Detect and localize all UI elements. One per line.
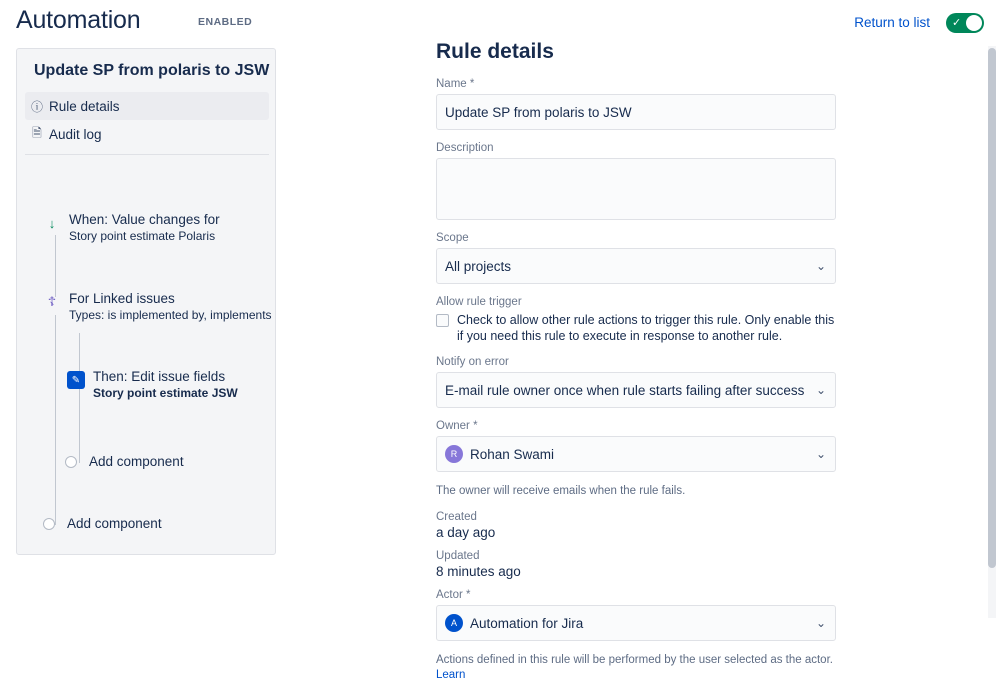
return-to-list-link[interactable]: Return to list — [854, 15, 930, 30]
rule-node-subtitle: Types: is implemented by, implements — [69, 308, 272, 322]
page-scrollbar-thumb[interactable] — [988, 48, 996, 568]
required-marker: * — [473, 420, 478, 432]
updated-value: 8 minutes ago — [436, 564, 521, 579]
trigger-icon: ↓ — [48, 215, 56, 231]
created-value: a day ago — [436, 525, 496, 540]
owner-field-label — [436, 420, 836, 432]
actor-field-label — [436, 589, 836, 601]
sidebar-item-rule-details[interactable] — [25, 92, 269, 120]
allow-rule-trigger-text: Check to allow other rule actions to trigger this rule. Only enable this if you need this rule to execute in response to another rule. — [457, 313, 835, 343]
name-field-label — [436, 78, 836, 90]
sidebar-divider — [25, 154, 269, 155]
plus-circle-icon — [65, 456, 77, 468]
name-label-text: Name — [436, 78, 467, 90]
owner-select-value: Rohan Swami — [470, 446, 555, 462]
add-component-label: Add component — [67, 516, 162, 531]
name-input-value: Update SP from polaris to JSW — [445, 104, 632, 120]
notify-on-error-select[interactable] — [436, 372, 836, 408]
rule-node-then[interactable] — [67, 369, 277, 400]
info-icon: ⓘ — [30, 99, 43, 114]
add-component-label: Add component — [89, 454, 184, 469]
plus-circle-icon — [43, 518, 55, 530]
toggle-knob — [966, 15, 982, 31]
rule-name-heading: Update SP from polaris to JSW — [34, 62, 270, 79]
rule-node-for[interactable] — [43, 291, 273, 322]
chevron-down-icon: ⌄ — [815, 447, 826, 461]
owner-label-text: Owner — [436, 420, 470, 432]
log-icon: 🗎 — [32, 125, 42, 140]
add-component-outer-button[interactable] — [43, 516, 162, 531]
branch-icon: ☦ — [47, 294, 57, 309]
sidebar-item-label: Audit log — [49, 126, 102, 142]
notify-on-error-value: E-mail rule owner once when rule starts failing after success — [445, 382, 805, 398]
rule-builder-panel — [16, 48, 276, 555]
avatar: A — [445, 614, 463, 632]
updated-label: Updated — [436, 550, 480, 562]
scope-select-value: All projects — [445, 258, 512, 274]
chevron-down-icon: ⌄ — [815, 616, 826, 630]
actor-helper-sentence: Actions defined in this rule will be performed by the user selected as the actor. — [436, 654, 833, 666]
rule-node-title: Then: Edit issue fields — [93, 369, 226, 384]
owner-helper-text: The owner will receive emails when the rule fails. — [436, 485, 686, 497]
page-title: Automation — [16, 6, 141, 34]
rule-node-title: When: Value changes for — [69, 212, 220, 227]
add-component-inner-button[interactable] — [65, 454, 184, 469]
created-label: Created — [436, 511, 477, 523]
actor-select-value: Automation for Jira — [470, 615, 584, 631]
scope-select[interactable] — [436, 248, 836, 284]
allow-rule-trigger-label: Allow rule trigger — [436, 296, 522, 308]
tree-connector — [55, 315, 56, 525]
check-icon: ✓ — [952, 17, 962, 29]
avatar: R — [445, 445, 463, 463]
allow-rule-trigger-checkbox[interactable] — [436, 314, 449, 327]
status-badge: ENABLED — [198, 16, 253, 28]
description-field-label: Description — [436, 142, 494, 154]
pencil-icon: ✎ — [67, 371, 85, 389]
rule-node-when[interactable] — [43, 212, 273, 243]
rule-details-heading: Rule details — [436, 40, 554, 63]
notify-on-error-label: Notify on error — [436, 356, 509, 368]
name-input[interactable] — [436, 94, 836, 130]
rule-node-subtitle: Story point estimate JSW — [93, 386, 238, 400]
scope-field-label: Scope — [436, 232, 469, 244]
required-marker: * — [469, 78, 475, 90]
chevron-down-icon: ⌄ — [815, 383, 826, 397]
actor-helper-text — [436, 653, 836, 683]
rule-enabled-toggle[interactable] — [946, 13, 984, 33]
tree-connector — [55, 235, 56, 297]
actor-helper-link[interactable]: Learn — [436, 669, 466, 681]
rule-node-subtitle: Story point estimate Polaris — [69, 229, 216, 243]
sidebar-item-label: Rule details — [49, 98, 120, 114]
owner-select[interactable] — [436, 436, 836, 472]
rule-details-form — [436, 40, 836, 695]
required-marker: * — [466, 589, 471, 601]
actor-select[interactable] — [436, 605, 836, 641]
sidebar-item-audit-log[interactable] — [25, 120, 269, 148]
description-textarea[interactable] — [436, 158, 836, 220]
allow-rule-trigger-row[interactable] — [436, 312, 836, 344]
chevron-down-icon: ⌄ — [815, 259, 826, 273]
actor-label-text: Actor — [436, 589, 463, 601]
rule-node-title: For Linked issues — [69, 291, 175, 306]
